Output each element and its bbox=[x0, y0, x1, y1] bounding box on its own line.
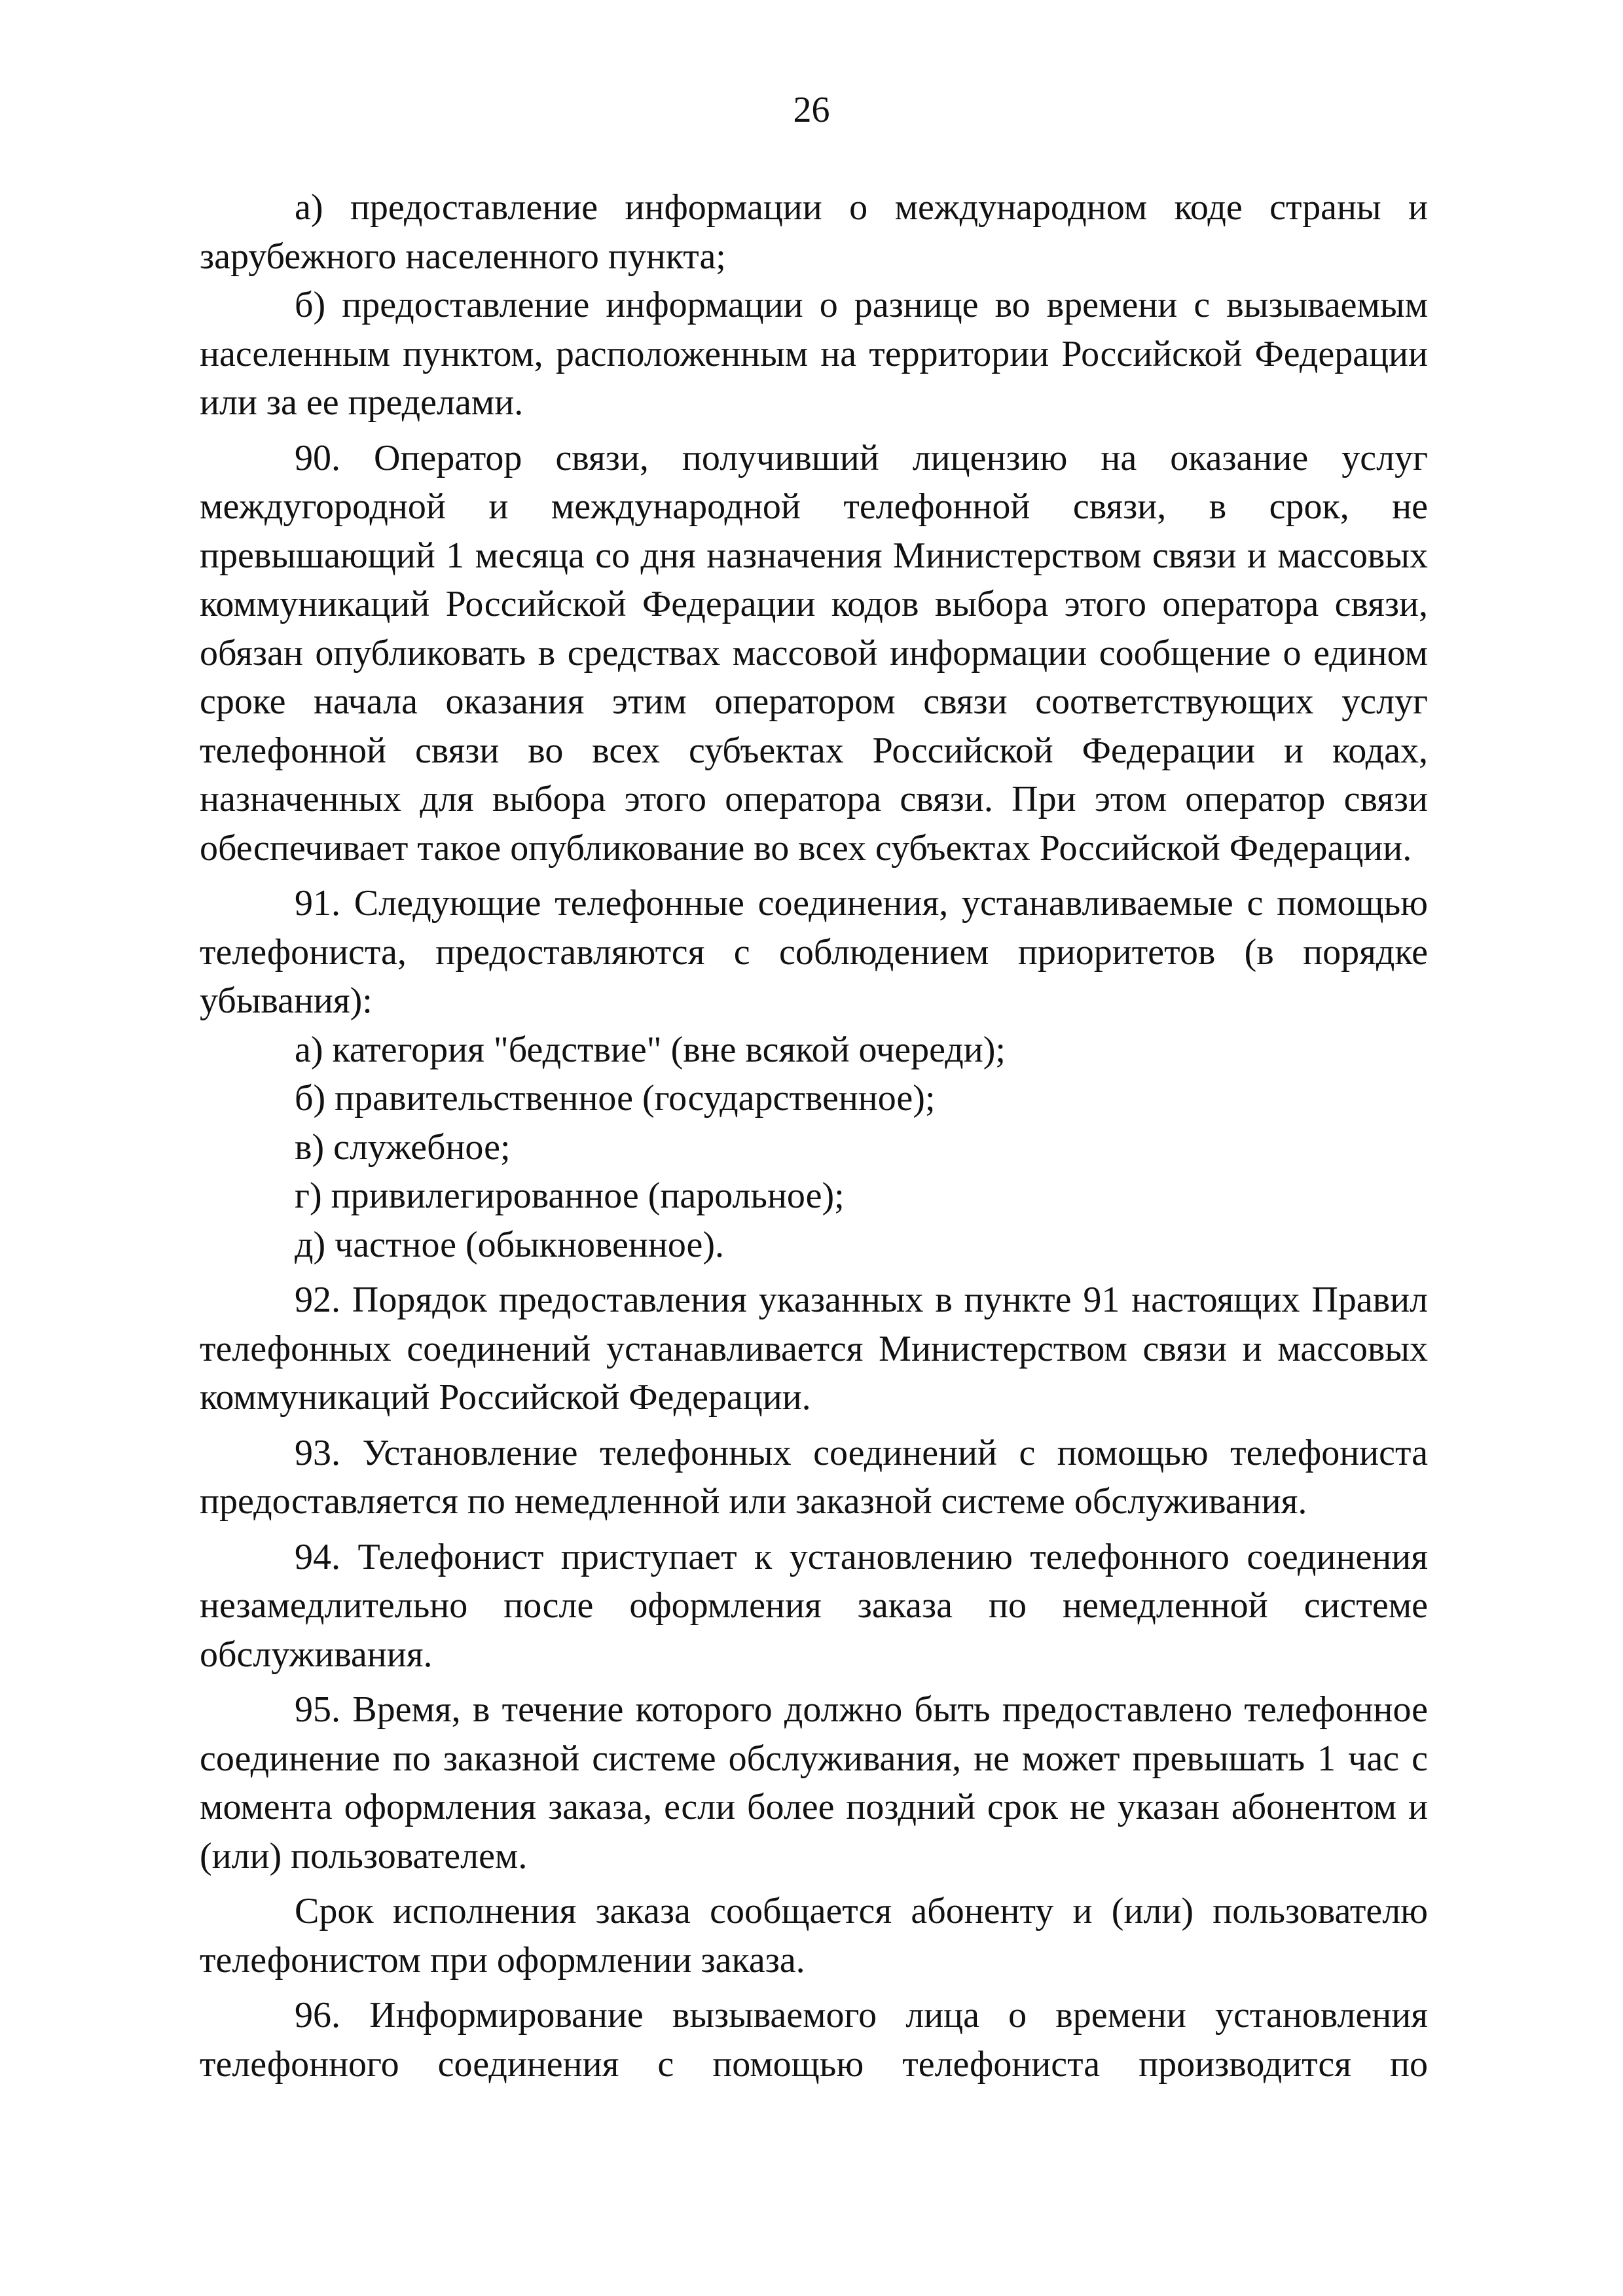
paragraph-93: 93. Установление телефонных соединений с помощью телефониста предоставляется по немедленной или заказной системе обслуживания. bbox=[200, 1432, 1428, 1522]
paragraph-order-term: Срок исполнения заказа сообщается абоненту и (или) пользователю телефонистом при оформлении заказа. bbox=[200, 1891, 1428, 1981]
paragraph-item-a: а) предоставление информации о международном коде страны и зарубежного населенного пункта; bbox=[200, 187, 1428, 277]
document-body bbox=[200, 183, 1428, 2089]
priority-item-c: в) служебное; bbox=[295, 1126, 511, 1168]
priority-item-a: а) категория "бедствие" (вне всякой очереди); bbox=[295, 1029, 1006, 1070]
priority-item-d: г) привилегированное (парольное); bbox=[295, 1175, 845, 1216]
priority-item-e: д) частное (обыкновенное). bbox=[295, 1224, 725, 1265]
paragraph-92: 92. Порядок предоставления указанных в пункте 91 настоящих Правил телефонных соединений устанавливается Министерством связи и массовых коммуникаций Российской Федерации. bbox=[200, 1280, 1428, 1418]
paragraph-91: 91. Следующие телефонные соединения, устанавливаемые с помощью телефониста, предоставляются с соблюдением приоритетов (в порядке убывания): bbox=[200, 883, 1428, 1021]
paragraph-94: 94. Телефонист приступает к установлению телефонного соединения незамедлительно после оформления заказа по немедленной системе обслуживания. bbox=[200, 1536, 1428, 1675]
paragraph-90: 90. Оператор связи, получивший лицензию на оказание услуг междугородной и международной телефонной связи, в срок, не превышающий 1 месяца со дня назначения Министерством связи и массовых коммуникаций Российской Федерации кодов выбора этого оператора связи, обязан опубликовать в средствах массовой информации сообщение о едином сроке начала оказания этим оператором связи соответствующих услуг телефонной связи во всех субъектах Российской Федерации и кодах, назначенных для выбора этого оператора связи. При этом оператор связи обеспечивает такое опубликование во всех субъектах Российской Федерации. bbox=[200, 437, 1428, 869]
paragraph-96: 96. Информирование вызываемого лица о времени установления телефонного соединения с помощью телефониста производится по bbox=[200, 1995, 1428, 2085]
priority-item-b: б) правительственное (государственное); bbox=[295, 1078, 936, 1119]
page-number: 26 bbox=[793, 90, 830, 130]
paragraph-95: 95. Время, в течение которого должно быть предоставлено телефонное соединение по заказной системе обслуживания, не может превышать 1 час с момента оформления заказа, если более поздний срок не указан абонентом и (или) пользователем. bbox=[200, 1689, 1428, 1876]
paragraph-item-b: б) предоставление информации о разнице во времени с вызываемым населенным пунктом, расположенным на территории Российской Федерации или за ее пределами. bbox=[200, 285, 1428, 423]
